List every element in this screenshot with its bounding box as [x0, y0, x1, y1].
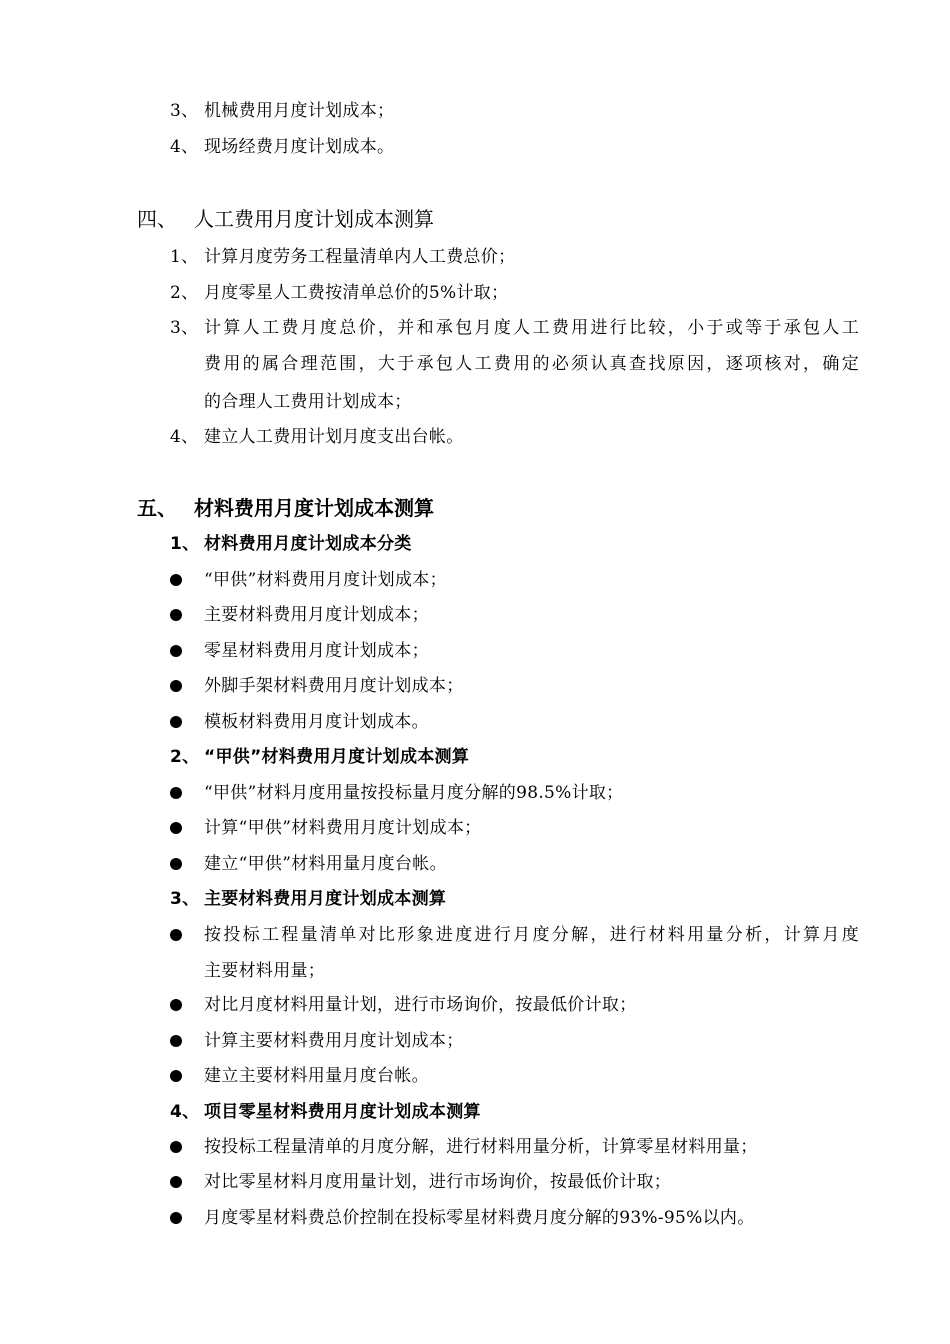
item-number: 3、	[170, 318, 199, 338]
item-text: 建立人工费用计划月度支出台帐。	[204, 427, 464, 447]
section-title: 人工费用月度计划成本测算	[194, 207, 434, 231]
subsection-title: “甲供”材料费用月度计划成本测算	[204, 747, 470, 767]
bullet-text: 零星材料费用月度计划成本；	[204, 641, 429, 661]
bullet-text: 建立“甲供”材料用量月度台帐。	[204, 854, 447, 874]
bullet-icon	[170, 858, 182, 870]
item-number: 1、	[170, 247, 199, 267]
bullet-text: 按投标工程量清单对比形象进度进行月度分解，进行材料用量分析，计算月度	[204, 925, 859, 945]
bullet-text: 模板材料费用月度计划成本。	[204, 712, 429, 732]
bullet-icon	[170, 787, 182, 799]
bullet-icon	[170, 929, 182, 941]
section-title: 材料费用月度计划成本测算	[194, 496, 434, 520]
subsection-title: 材料费用月度计划成本分类	[204, 534, 412, 554]
item-number: 3、	[170, 101, 199, 121]
bullet-text: 对比零星材料月度用量计划，进行市场询价，按最低价计取；	[204, 1172, 672, 1192]
bullet-icon	[170, 1212, 182, 1224]
bullet-icon	[170, 716, 182, 728]
bullet-text: 主要材料用量；	[204, 961, 326, 981]
item-text: 计算月度劳务工程量清单内人工费总价；	[204, 247, 516, 267]
bullet-text: 计算“甲供”材料费用月度计划成本；	[204, 818, 482, 838]
bullet-text: “甲供”材料费用月度计划成本；	[204, 570, 447, 590]
item-text: 机械费用月度计划成本；	[204, 101, 395, 121]
bullet-icon	[170, 645, 182, 657]
bullet-text: 按投标工程量清单的月度分解，进行材料用量分析，计算零星材料用量；	[204, 1137, 758, 1157]
bullet-icon	[170, 822, 182, 834]
bullet-text: 计算主要材料费用月度计划成本；	[204, 1031, 464, 1051]
subsection-number: 1、	[170, 534, 200, 554]
bullet-icon	[170, 1070, 182, 1082]
subsection-number: 4、	[170, 1102, 200, 1122]
section-number: 四、	[137, 207, 177, 231]
subsection-number: 3、	[170, 889, 200, 909]
bullet-text: 主要材料费用月度计划成本；	[204, 605, 429, 625]
bullet-icon	[170, 1035, 182, 1047]
item-number: 2、	[170, 283, 199, 303]
item-text-line: 费用的属合理范围，大于承包人工费用的必须认真查找原因，逐项核对，确定	[204, 354, 859, 374]
bullet-text: 建立主要材料用量月度台帐。	[204, 1066, 429, 1086]
bullet-icon	[170, 609, 182, 621]
bullet-icon	[170, 1176, 182, 1188]
item-text-line: 计算人工费月度总价，并和承包月度人工费用进行比较，小于或等于承包人工	[204, 318, 859, 338]
item-text: 现场经费月度计划成本。	[204, 137, 395, 157]
bullet-text: 对比月度材料用量计划，进行市场询价，按最低价计取；	[204, 995, 637, 1015]
item-text: 月度零星人工费按清单总价的5%计取；	[204, 283, 509, 303]
item-number: 4、	[170, 427, 199, 447]
subsection-title: 项目零星材料费用月度计划成本测算	[204, 1102, 481, 1122]
bullet-text: 外脚手架材料费用月度计划成本；	[204, 676, 464, 696]
item-number: 4、	[170, 137, 199, 157]
item-text-line: 的合理人工费用计划成本；	[204, 392, 412, 412]
bullet-icon	[170, 680, 182, 692]
bullet-text: “甲供”材料月度用量按投标量月度分解的98.5%计取；	[204, 783, 624, 803]
bullet-icon	[170, 1141, 182, 1153]
bullet-icon	[170, 999, 182, 1011]
section-number: 五、	[137, 496, 177, 520]
subsection-title: 主要材料费用月度计划成本测算	[204, 889, 447, 909]
bullet-icon	[170, 574, 182, 586]
bullet-text: 月度零星材料费总价控制在投标零星材料费月度分解的93%-95%以内。	[204, 1208, 755, 1228]
subsection-number: 2、	[170, 747, 200, 767]
